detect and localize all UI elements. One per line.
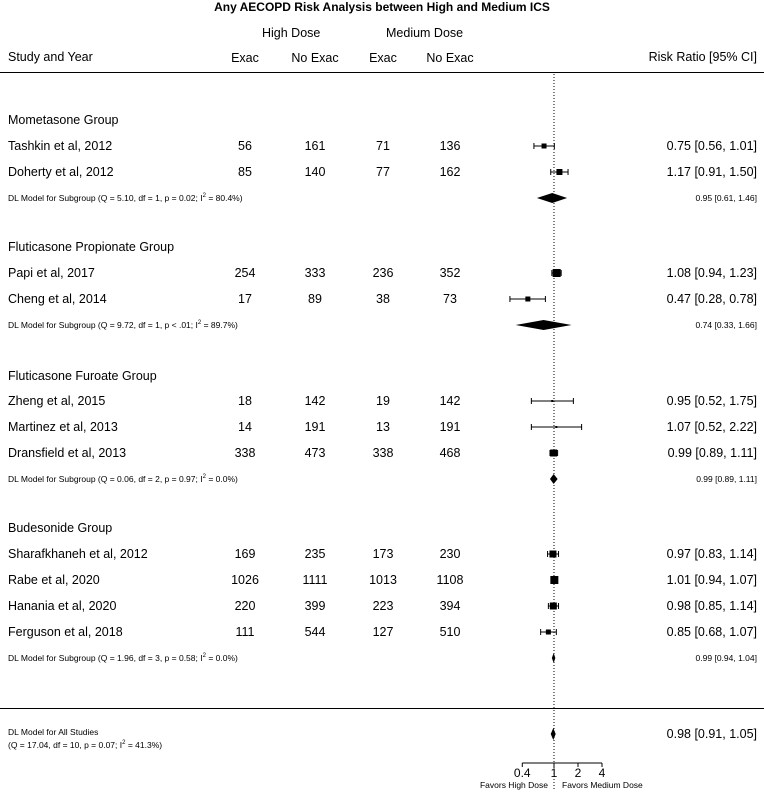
x-tick-label: 4 [598,766,606,780]
medium-dose-header: Medium Dose [386,26,464,40]
i-squared-sup: 2 [202,474,206,480]
study-name: Papi et al, 2017 [8,266,95,280]
md-no-exac-value: 1108 [436,573,464,587]
chart-title: Any AECOPD Risk Analysis between High and Medium ICS [214,0,550,14]
md-exac-value: 1013 [369,573,397,587]
exac-hd-header: Exac [231,51,259,65]
md-no-exac-value: 142 [439,394,461,408]
md-exac-value: 71 [376,139,390,153]
md-no-exac-value: 191 [439,420,461,434]
hd-no-exac-value: 333 [304,266,326,280]
risk-ratio-text: 1.08 [0.94, 1.23] [666,266,757,280]
hd-no-exac-value: 142 [304,394,326,408]
hd-exac-value: 18 [238,394,252,408]
group-title: Budesonide Group [8,521,113,535]
no-exac-md-header: No Exac [426,51,474,65]
group-title: Fluticasone Furoate Group [8,369,157,383]
point-estimate [550,603,557,610]
hd-no-exac-value: 544 [304,625,326,639]
high-dose-header: High Dose [262,26,321,40]
no-exac-hd-header: No Exac [291,51,339,65]
risk-ratio-text: 0.95 [0.52, 1.75] [666,394,757,408]
summary-text-end: = 89.7%) [201,320,238,330]
point-estimate [546,630,551,635]
study-name: Rabe et al, 2020 [8,573,100,587]
hd-no-exac-value: 161 [304,139,326,153]
overall-diamond [551,728,556,740]
subgroup-summary-value: 0.99 [0.94, 1.04] [695,653,757,663]
md-exac-value: 223 [372,599,394,613]
x-tick-label: 2 [574,766,582,780]
study-name: Zheng et al, 2015 [8,394,106,408]
overall-risk-ratio-text: 0.98 [0.91, 1.05] [666,727,757,741]
risk-ratio-text: 0.99 [0.89, 1.11] [667,446,757,460]
subgroup-diamond [552,653,556,663]
group-title: Fluticasone Propionate Group [8,240,175,254]
risk-ratio-text: 1.17 [0.91, 1.50] [666,165,757,179]
summary-text-end: = 80.4%) [205,193,243,203]
md-exac-value: 236 [372,266,394,280]
favors-high-dose-label: Favors High Dose [479,780,548,790]
hd-no-exac-value: 89 [308,292,322,306]
subgroup-summary-value: 0.74 [0.33, 1.66] [695,320,757,330]
point-estimate [556,169,562,175]
hd-exac-value: 56 [238,139,252,153]
hd-exac-value: 169 [234,547,256,561]
i-squared-sup: 2 [202,193,206,199]
md-no-exac-value: 162 [439,165,461,179]
exac-md-header: Exac [369,51,397,65]
risk-ratio-text: 0.97 [0.83, 1.14] [666,547,757,561]
study-name: Dransfield et al, 2013 [8,446,127,460]
hd-no-exac-value: 473 [304,446,326,460]
i-squared-sup: 2 [197,320,202,326]
summary-text: DL Model for Subgroup (Q = 9.72, df = 1, p < .01; I [8,320,198,330]
md-exac-value: 127 [372,625,394,639]
summary-text: DL Model for Subgroup (Q = 0.06, df = 2, p = 0.97; I [8,474,203,484]
md-no-exac-value: 510 [439,625,461,639]
hd-exac-value: 17 [238,292,252,306]
risk-ratio-header: Risk Ratio [95% CI] [648,50,757,64]
subgroup-summary-value: 0.99 [0.89, 1.11] [696,474,757,484]
point-estimate [551,400,553,402]
point-estimate [550,576,558,584]
hd-exac-value: 85 [238,165,252,179]
point-estimate [555,426,557,428]
favors-medium-dose-label: Favors Medium Dose [562,780,643,790]
md-no-exac-value: 136 [439,139,461,153]
md-exac-value: 173 [372,547,394,561]
subgroup-diamond [516,320,572,330]
hd-exac-value: 254 [234,266,256,280]
md-exac-value: 38 [376,292,390,306]
hd-no-exac-value: 235 [304,547,326,561]
md-no-exac-value: 230 [439,547,461,561]
subgroup-diamond [537,193,567,203]
hd-no-exac-value: 1111 [302,573,328,587]
risk-ratio-text: 0.75 [0.56, 1.01] [666,139,757,153]
overall-stats-end: = 41.3%) [125,740,163,750]
group-title: Mometasone Group [8,113,119,127]
hd-exac-value: 338 [234,446,256,460]
point-estimate [542,144,547,149]
overall-label: DL Model for All Studies [8,727,99,737]
summary-text: DL Model for Subgroup (Q = 1.96, df = 3, p = 0.58; I [8,653,203,663]
study-name: Doherty et al, 2012 [8,165,114,179]
x-tick-label: 1 [550,766,558,780]
hd-exac-value: 1026 [231,573,259,587]
risk-ratio-text: 0.47 [0.28, 0.78] [666,292,757,306]
summary-text: DL Model for Subgroup (Q = 5.10, df = 1, p = 0.02; I [8,193,203,203]
study-name: Hanania et al, 2020 [8,599,117,613]
hd-no-exac-value: 191 [304,420,326,434]
md-no-exac-value: 394 [439,599,461,613]
risk-ratio-text: 1.01 [0.94, 1.07] [666,573,757,587]
risk-ratio-text: 0.85 [0.68, 1.07] [666,625,757,639]
overall-stats-text: (Q = 17.04, df = 10, p = 0.07; I [8,740,123,750]
summary-text-end: = 0.0%) [205,653,238,663]
study-name: Ferguson et al, 2018 [8,625,123,639]
study-name: Sharafkhaneh et al, 2012 [8,547,148,561]
md-exac-value: 77 [376,165,390,179]
hd-exac-value: 111 [235,625,255,639]
risk-ratio-text: 1.07 [0.52, 2.22] [666,420,757,434]
md-exac-value: 13 [376,420,390,434]
point-estimate [549,551,556,558]
hd-no-exac-value: 399 [304,599,326,613]
md-no-exac-value: 468 [439,446,461,460]
risk-ratio-text: 0.98 [0.85, 1.14] [666,599,757,613]
hd-no-exac-value: 140 [304,165,326,179]
i-squared-sup: 2 [122,740,126,746]
study-name: Tashkin et al, 2012 [8,139,113,153]
study-year-header: Study and Year [8,50,93,64]
subgroup-summary-value: 0.95 [0.61, 1.46] [695,193,757,203]
hd-exac-value: 14 [238,420,252,434]
md-no-exac-value: 73 [443,292,457,306]
study-name: Martinez et al, 2013 [8,420,118,434]
x-tick-label: 0.4 [513,766,531,780]
md-exac-value: 19 [376,394,390,408]
md-no-exac-value: 352 [439,266,461,280]
point-estimate [525,297,530,302]
study-name: Cheng et al, 2014 [8,292,107,306]
hd-exac-value: 220 [234,599,256,613]
md-exac-value: 338 [372,446,394,460]
summary-text-end: = 0.0%) [205,474,238,484]
i-squared-sup: 2 [202,653,206,659]
